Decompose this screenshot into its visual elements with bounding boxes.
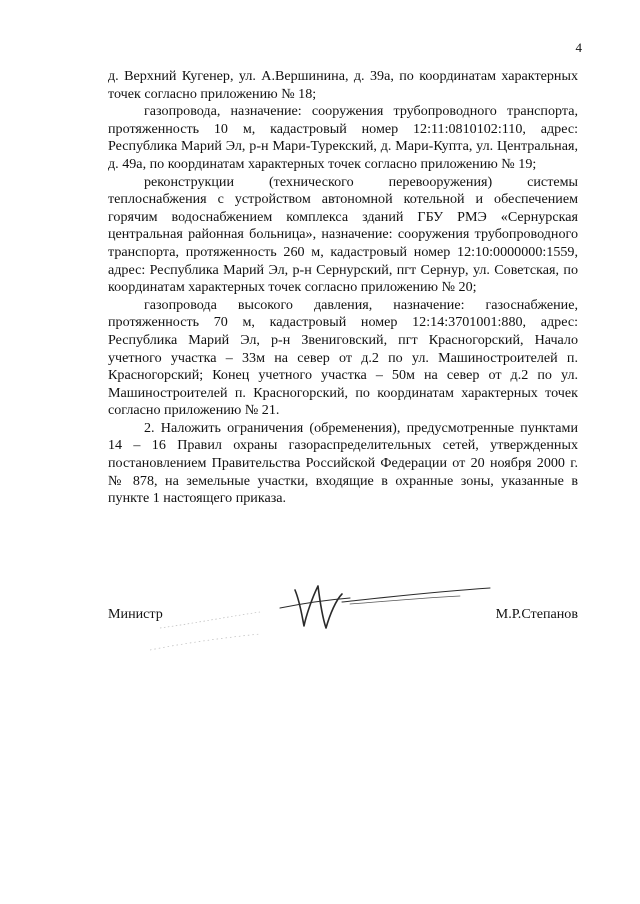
signatory-name: М.Р.Степанов [495, 606, 578, 622]
paragraph-heating-reconstruction: реконструкции (технического перевооружения) системы теплоснабжения с устройством автономной котельной и обеспечением горячим водоснабжением комплекса зданий ГБУ РМЭ «Сернурская центральная районная больница», назначение: сооружения трубопроводного транспорта, протяженность 260 м, кадастровый номер 12:10:0000000:1559, адрес: Республика Марий Эл, р-н Сернурский, пгт Сернур, ул. Советская, по координатам характерных точек согласно приложению № 20; [108, 173, 578, 296]
signatory-title: Министр [108, 606, 163, 622]
paragraph-high-pressure-gas-pipeline: газопровода высокого давления, назначение: газоснабжение, протяженность 70 м, кадастровый номер 12:14:3701001:880, адрес: Республика Марий Эл, р-н Звениговский, пгт Красногорский, Начало учетного участка – 33м на север от д.2 по ул. Машиностроителей п. Красногорский; Конец учетного участка – 50м на север от д.2 по ул. Машиностроителей п. Красногорский, по координатам характерных точек согласно приложению № 21. [108, 296, 578, 419]
page-number: 4 [575, 40, 582, 55]
signature-block [108, 606, 578, 630]
document-body [108, 68, 578, 508]
paragraph-continuation: д. Верхний Кугенер, ул. А.Вершинина, д. 39а, по координатам характерных точек согласно приложению № 18; [108, 68, 578, 102]
paragraph-gas-pipeline-mari-kupta: газопровода, назначение: сооружения трубопроводного транспорта, протяженность 10 м, кадастровый номер 12:11:0810102:110, адрес: Республика Марий Эл, р-н Мари-Турекский, д. Мари-Купта, ул. Центральная, д. 49а, по координатам характерных точек согласно приложению № 19; [108, 103, 578, 172]
paragraph-item-2-restrictions: 2. Наложить ограничения (обременения), предусмотренные пунктами 14 – 16 Правил охраны газораспределительных сетей, утвержденных постановлением Правительства Российской Федерации от 20 ноября 2000 г. № 878, на земельные участки, входящие в охранные зоны, указанные в пункте 1 настоящего приказа. [108, 419, 578, 507]
